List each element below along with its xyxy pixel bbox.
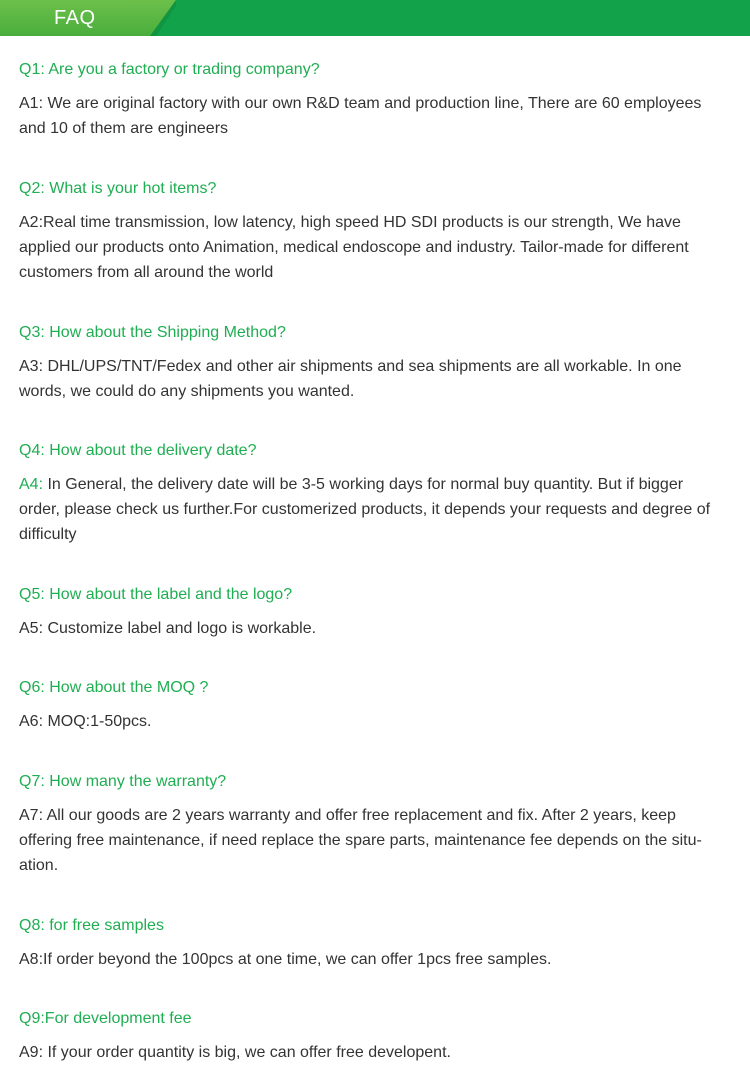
faq-question-8: Q8: for free samples [19, 917, 164, 934]
faq-answer-9: A9: If your order quantity is big, we can offer free developent. [19, 1044, 451, 1061]
faq-question-5: Q5: How about the label and the logo? [19, 586, 293, 603]
faq-item-8 [19, 916, 719, 972]
faq-answer-4-text: In General, the delivery date will be 3-5 working days for normal buy quantity. But if bigger order, please check us further.For customerized products, it depends your requests and degree of difficulty [19, 476, 711, 543]
faq-answer-7: A7: All our goods are 2 years warranty and offer free replacement and fix. After 2 years, keep offering free maintenance, if need replace the spare parts, maintenance fee depends on the situ-ation. [19, 807, 702, 874]
faq-answer-1: A1: We are original factory with our own R&D team and production line, There are 60 employees and 10 of them are engineers [19, 95, 702, 137]
faq-question-1: Q1: Are you a factory or trading company? [19, 61, 320, 78]
faq-item-5 [19, 585, 719, 641]
faq-answer-8: A8:If order beyond the 100pcs at one time, we can offer 1pcs free samples. [19, 951, 552, 968]
faq-item-2 [19, 179, 719, 285]
faq-header [0, 0, 750, 36]
faq-answer-2: A2:Real time transmission, low latency, high speed HD SDI products is our strength, We have applied our products onto Animation, medical endoscope and industry. Tailor-made for different customers from all around the world [19, 214, 689, 281]
faq-item-6 [19, 678, 719, 734]
faq-answer-5: A5: Customize label and logo is workable. [19, 620, 317, 637]
faq-item-4 [19, 441, 719, 547]
faq-item-7 [19, 772, 719, 878]
faq-question-2: Q2: What is your hot items? [19, 180, 217, 197]
faq-answer-4 [19, 472, 719, 547]
faq-question-3: Q3: How about the Shipping Method? [19, 324, 286, 341]
faq-answer-3: A3: DHL/UPS/TNT/Fedex and other air shipments and sea shipments are all workable. In one words, we could do any shipments you wanted. [19, 358, 682, 400]
faq-answer-6: A6: MOQ:1-50pcs. [19, 713, 152, 730]
faq-answer-4-prefix: A4: [19, 476, 44, 493]
faq-question-4: Q4: How about the delivery date? [19, 442, 257, 459]
faq-question-9: Q9:For development fee [19, 1010, 192, 1027]
page-title: FAQ [54, 7, 96, 29]
faq-question-6: Q6: How about the MOQ ? [19, 679, 209, 696]
faq-item-3 [19, 323, 719, 404]
faq-item-9 [19, 1009, 719, 1065]
faq-item-1 [19, 60, 719, 141]
faq-question-7: Q7: How many the warranty? [19, 773, 227, 790]
